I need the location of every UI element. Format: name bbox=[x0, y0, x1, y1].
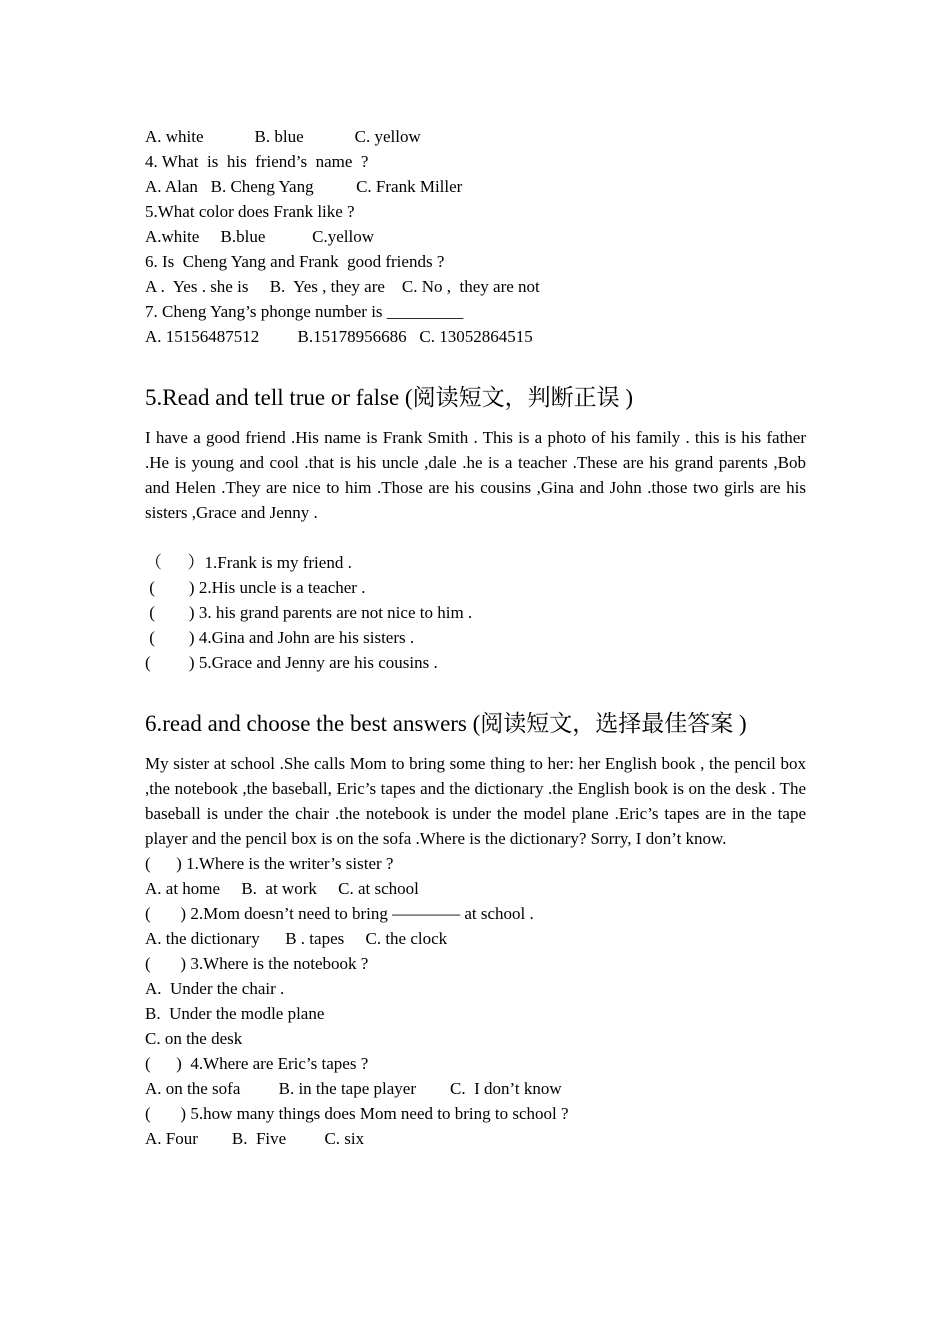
tf-item-3: ( ) 3. his grand parents are not nice to him . bbox=[145, 603, 473, 622]
q6-options: A . Yes . she is B. Yes , they are C. No , they are not bbox=[145, 277, 540, 296]
q5-options: A.white B.blue C.yellow bbox=[145, 227, 375, 246]
tf-item-2: ( ) 2.His uncle is a teacher . bbox=[145, 578, 366, 597]
section5-heading: 5.Read and tell true or false (阅读短文，判断正误 ) bbox=[145, 385, 633, 410]
q5-question: 5.What color does Frank like ? bbox=[145, 202, 355, 221]
mc-q3: ( ) 3.Where is the notebook ? bbox=[145, 954, 369, 973]
mc-q5-options: A. Four B. Five C. six bbox=[145, 1129, 365, 1148]
tf-item-1: （ ）1.Frank is my friend . bbox=[145, 553, 352, 572]
section5 bbox=[145, 383, 806, 675]
section6 bbox=[145, 709, 806, 1151]
q6-question: 6. Is Cheng Yang and Frank good friends ? bbox=[145, 252, 445, 271]
mc-q5: ( ) 5.how many things does Mom need to bring to school ? bbox=[145, 1104, 569, 1123]
worksheet-page bbox=[145, 124, 806, 1151]
tf-item-4: ( ) 4.Gina and John are his sisters . bbox=[145, 628, 415, 647]
mc-q2: ( ) 2.Mom doesn’t need to bring ———— at school . bbox=[145, 904, 534, 923]
mc-q1-options: A. at home B. at work C. at school bbox=[145, 879, 419, 898]
mc-q2-options: A. the dictionary B . tapes C. the clock bbox=[145, 929, 448, 948]
mc-q3-option-b: B. Under the modle plane bbox=[145, 1004, 325, 1023]
section6-passage: My sister at school .She calls Mom to bring some thing to her: her English book , the pencil box ,the notebook ,the baseball, Eric’s tapes and the dictionary .the English book is on the desk . The baseball is under the chair .the notebook is under the model plane .Eric’s tapes are in the tape player and the pencil box is on the sofa .Where is the dictionary? Sorry, I don’t know. bbox=[145, 754, 806, 848]
mc-q3-option-a: A. Under the chair . bbox=[145, 979, 285, 998]
q4-options: A. Alan B. Cheng Yang C. Frank Miller bbox=[145, 177, 463, 196]
q7-question: 7. Cheng Yang’s phonge number is _________ bbox=[145, 302, 464, 321]
tf-item-5: ( ) 5.Grace and Jenny are his cousins . bbox=[145, 653, 438, 672]
q7-options: A. 15156487512 B.15178956686 C. 13052864515 bbox=[145, 327, 533, 346]
mc-q4-options: A. on the sofa B. in the tape player C. I don’t know bbox=[145, 1079, 562, 1098]
q4-question: 4. What is his friend’s name ? bbox=[145, 152, 369, 171]
mc-q4: ( ) 4.Where are Eric’s tapes ? bbox=[145, 1054, 369, 1073]
section6-heading: 6.read and choose the best answers (阅读短文，选择最佳答案 ) bbox=[145, 711, 747, 736]
section4-continuation bbox=[145, 124, 806, 349]
section5-passage: I have a good friend .His name is Frank Smith . This is a photo of his family . this is his father .He is young and cool .that is his uncle ,dale .he is a teacher .These are his grand parents ,Bob and Helen .They are nice to him .Those are his cousins ,Gina and John .those two girls are his sisters ,Grace and Jenny . bbox=[145, 428, 806, 522]
mc-q1: ( ) 1.Where is the writer’s sister ? bbox=[145, 854, 394, 873]
q3-options: A. white B. blue C. yellow bbox=[145, 127, 421, 146]
mc-q3-option-c: C. on the desk bbox=[145, 1029, 243, 1048]
